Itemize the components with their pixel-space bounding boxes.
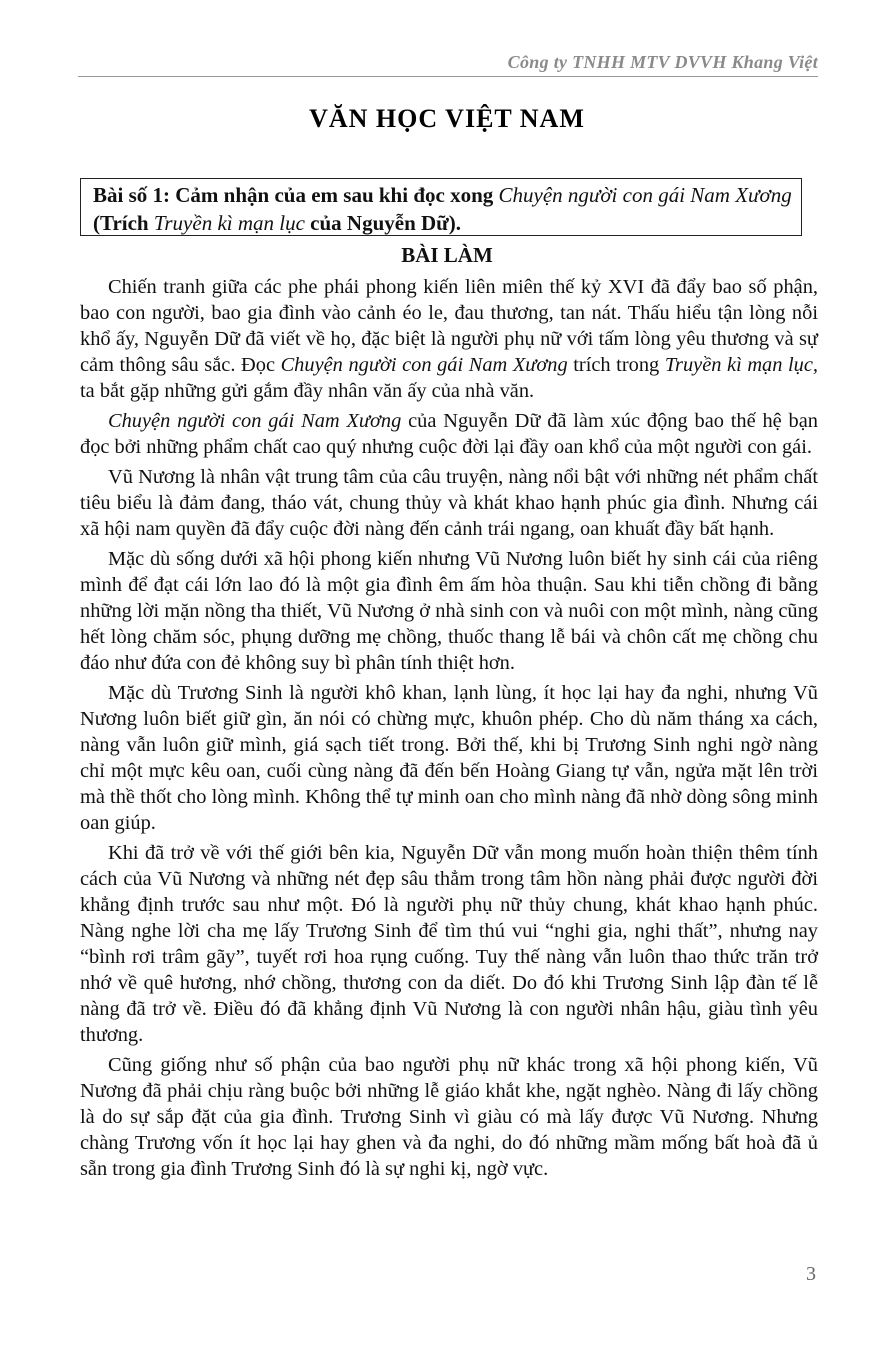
- essay-body: [80, 274, 818, 1186]
- publisher-name: Công ty TNHH MTV DVVH Khang Việt: [507, 52, 818, 72]
- paragraph-3: Vũ Nương là nhân vật trung tâm của câu truyện, nàng nổi bật với những nét phẩm chất tiêu biểu là đảm đang, tháo vát, chung thủy và khát khao hạnh phúc gia đình. Nhưng cái xã hội nam quyền đã đẩy cuộc đời nàng đến cảnh trái ngang, oan khuất đầy bất hạnh.: [80, 466, 818, 540]
- paragraph-1-italic-2: Truyền kì mạn lục,: [664, 354, 819, 376]
- paragraph-1-text-a: Chiến tranh giữa các phe phái phong kiến liên miên thế kỷ XVI đã đẩy bao số phận, bao con người, bao gia đình vào cảnh éo le, đau thương, tan nát. Thấu hiểu tận lòng nỗi khổ ấy, Nguyễn Dữ đã viết về họ, đặc biệt là người phụ nữ với tấm lòng yêu thương và sự cảm thông sâu sắc. Đọc: [80, 276, 818, 376]
- question-work-title: Chuyện người con gái Nam Xương: [498, 183, 792, 207]
- paragraph-2-text-a: của Nguyễn Dữ đã làm xúc động bao thế hệ bạn đọc bởi những phẩm chất cao quý nhưng cuộc đời lại đầy oan khổ của một người con gái.: [80, 410, 818, 458]
- page-title: VĂN HỌC VIỆT NAM: [309, 104, 585, 133]
- paragraph-5: Mặc dù Trương Sinh là người khô khan, lạnh lùng, ít học lại hay đa nghi, nhưng Vũ Nương luôn biết giữ gìn, ăn nói có chừng mực, khuôn phép. Cho dù năm tháng xa cách, nàng vẫn luôn giữ mình, giá sạch tiết trong. Bởi thế, khi bị Trương Sinh nghi ngờ nàng chỉ một mực kêu oan, cuối cùng nàng đã đến bến Hoàng Giang tự vẫn, ngửa mặt lên trời mà thề thốt cho lòng mình. Không thể tự minh oan cho mình nàng đã nhờ dòng sông minh oan giúp.: [80, 682, 818, 834]
- paragraph-1: [80, 274, 818, 404]
- question-text-1: Cảm nhận của em sau khi đọc xong: [170, 183, 499, 207]
- paragraph-6: Khi đã trở về với thế giới bên kia, Nguyễn Dữ vẫn mong muốn hoàn thiện thêm tính cách của Vũ Nương và những nét đẹp sâu thẳm trong tâm hồn nàng phải được người đời khẳng định trước sau như một. Đó là người phụ nữ thủy chung, khát khao hạnh phúc. Nàng nghe lời cha mẹ lấy Trương Sinh để tìm thú vui “nghi gia, nghi thất”, nhưng nay “bình rơi trâm gãy”, tuyết rơi hoa rụng cuống. Tuy thế nàng vẫn luôn thao thức trăn trở nhớ về quê hương, nhớ chồng, thương con da diết. Do đó khi Trương Sinh lập đàn tế lễ nàng đã trở về. Điều đó đã khẳng định Vũ Nương là con người nhân hậu, giàu tình yêu thương.: [80, 842, 818, 1046]
- page-number: 3: [806, 1263, 816, 1285]
- paragraph-4: Mặc dù sống dưới xã hội phong kiến nhưng Vũ Nương luôn biết hy sinh cái của riêng mình để đạt cái lớn lao đó là một gia đình êm ấm hòa thuận. Sau khi tiễn chồng đi bằng những lời mặn nồng tha thiết, Vũ Nương ở nhà sinh con và nuôi con một mình, nàng cũng hết lòng chăm sóc, phụng dưỡng mẹ chồng, thuốc thang lễ bái và chôn cất mẹ chồng chu đáo như đứa con đẻ không suy bì phân tính thiệt hơn.: [80, 548, 818, 674]
- paragraph-2: [80, 408, 818, 460]
- question-label: Bài số 1:: [93, 183, 171, 207]
- question-text-3: của Nguyễn Dữ).: [304, 211, 462, 235]
- paragraph-1-text-c: ta bắt gặp những gửi gắm đầy nhân văn ấy của nhà văn.: [80, 380, 535, 402]
- question-text-2: (Trích: [93, 211, 154, 235]
- paragraph-2-italic-1: Chuyện người con gái Nam Xương: [108, 410, 402, 432]
- page-header: [78, 50, 818, 77]
- paragraph-1-text-b: trích trong: [567, 354, 665, 376]
- paragraph-7: Cũng giống như số phận của bao người phụ nữ khác trong xã hội phong kiến, Vũ Nương đã phải chịu ràng buộc bởi những lễ giáo khắt khe, ngặt nghèo. Nàng đi lấy chồng là do sự sắp đặt của gia đình. Trương Sinh vì giàu có mà lấy được Vũ Nương. Nhưng chàng Trương vốn ít học lại hay ghen và đa nghi, do đó những mầm mống bất hoà đã ủ sẵn trong gia đình Trương Sinh đó là sự nghi kị, ngờ vực.: [80, 1054, 818, 1180]
- question-box: [80, 178, 802, 236]
- question-collection-title: Truyền kì mạn lục: [153, 211, 305, 235]
- section-title: BÀI LÀM: [401, 243, 493, 267]
- paragraph-1-italic-1: Chuyện người con gái Nam Xương: [280, 354, 568, 376]
